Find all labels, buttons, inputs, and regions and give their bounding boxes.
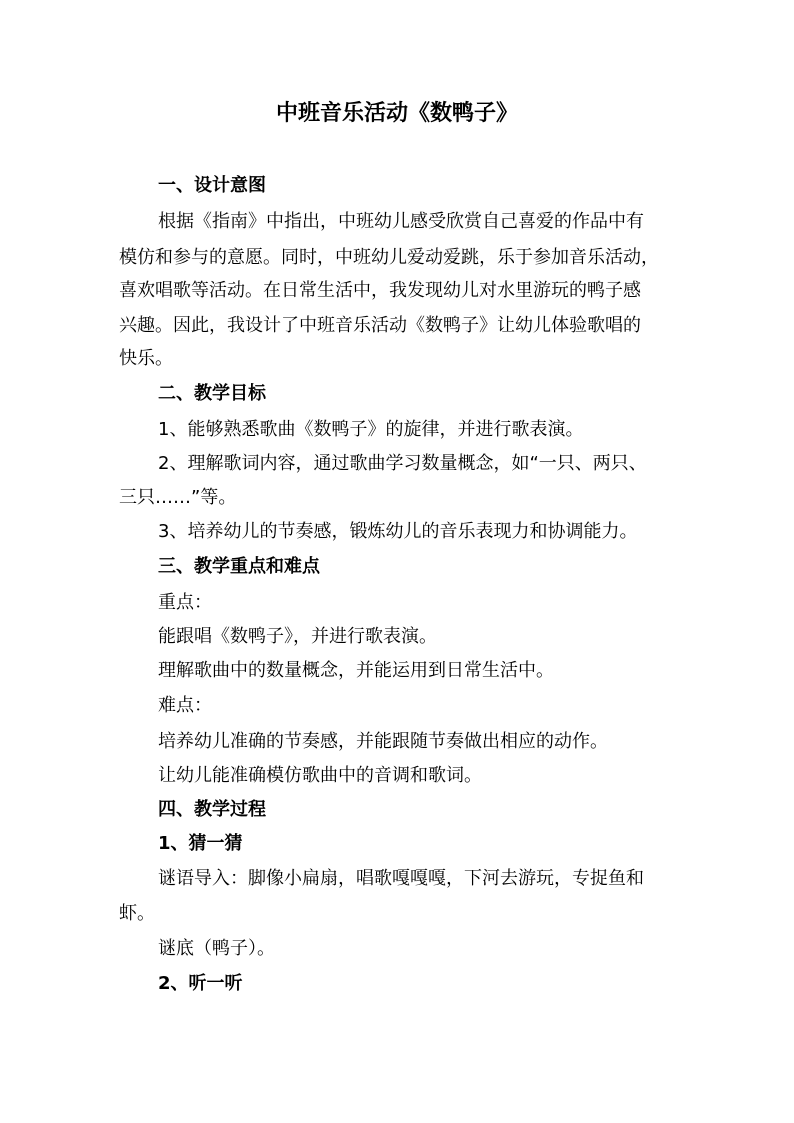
paragraph-line: 喜欢唱歌等活动。在日常生活中，我发现幼儿对水里游玩的鸭子感 (119, 280, 641, 301)
section-heading-teaching-goals: 二、教学目标 (158, 383, 266, 404)
difficulty-item: 让幼儿能准确模仿歌曲中的音调和歌词。 (158, 765, 482, 786)
step-heading-listen: 2、听一听 (158, 973, 243, 994)
paragraph-line: 快乐。 (119, 348, 173, 369)
section-heading-key-points: 三、教学重点和难点 (158, 556, 320, 577)
paragraph-line: 模仿和参与的意愿。同时，中班幼儿爱动爱跳，乐于参加音乐活动， (119, 247, 659, 268)
goal-item: 1、能够熟悉歌曲《数鸭子》的旋律，并进行歌表演。 (158, 419, 584, 440)
goal-item: 2、理解歌词内容，通过歌曲学习数量概念，如“一只、两只、 (158, 453, 647, 474)
step-heading-guess: 1、猜一猜 (158, 833, 243, 854)
goal-item: 3、培养幼儿的节奏感，锻炼幼儿的音乐表现力和协调能力。 (158, 521, 638, 542)
key-points-label: 重点： (158, 592, 212, 613)
riddle-answer: 谜底（鸭子）。 (158, 938, 275, 959)
key-point-item: 理解歌曲中的数量概念，并能运用到日常生活中。 (158, 660, 554, 681)
key-point-item: 能跟唱《数鸭子》，并进行歌表演。 (158, 626, 437, 647)
riddle-line: 谜语导入：脚像小扁扇，唱歌嘎嘎嘎，下河去游玩，专捉鱼和 (158, 868, 644, 889)
paragraph-line: 兴趣。因此，我设计了中班音乐活动《数鸭子》让幼儿体验歌唱的 (119, 315, 641, 336)
section-heading-design-intent: 一、设计意图 (158, 175, 266, 196)
riddle-line-continued: 虾。 (119, 903, 155, 924)
goal-item-continued: 三只……”等。 (119, 487, 237, 508)
difficulty-item: 培养幼儿准确的节奏感，并能跟随节奏做出相应的动作。 (158, 731, 608, 752)
difficulty-label: 难点： (158, 695, 212, 716)
page-title: 中班音乐活动《数鸭子》 (275, 101, 518, 126)
paragraph-line: 根据《指南》中指出，中班幼儿感受欣赏自己喜爱的作品中有 (158, 211, 644, 232)
section-heading-teaching-process: 四、教学过程 (158, 799, 266, 820)
